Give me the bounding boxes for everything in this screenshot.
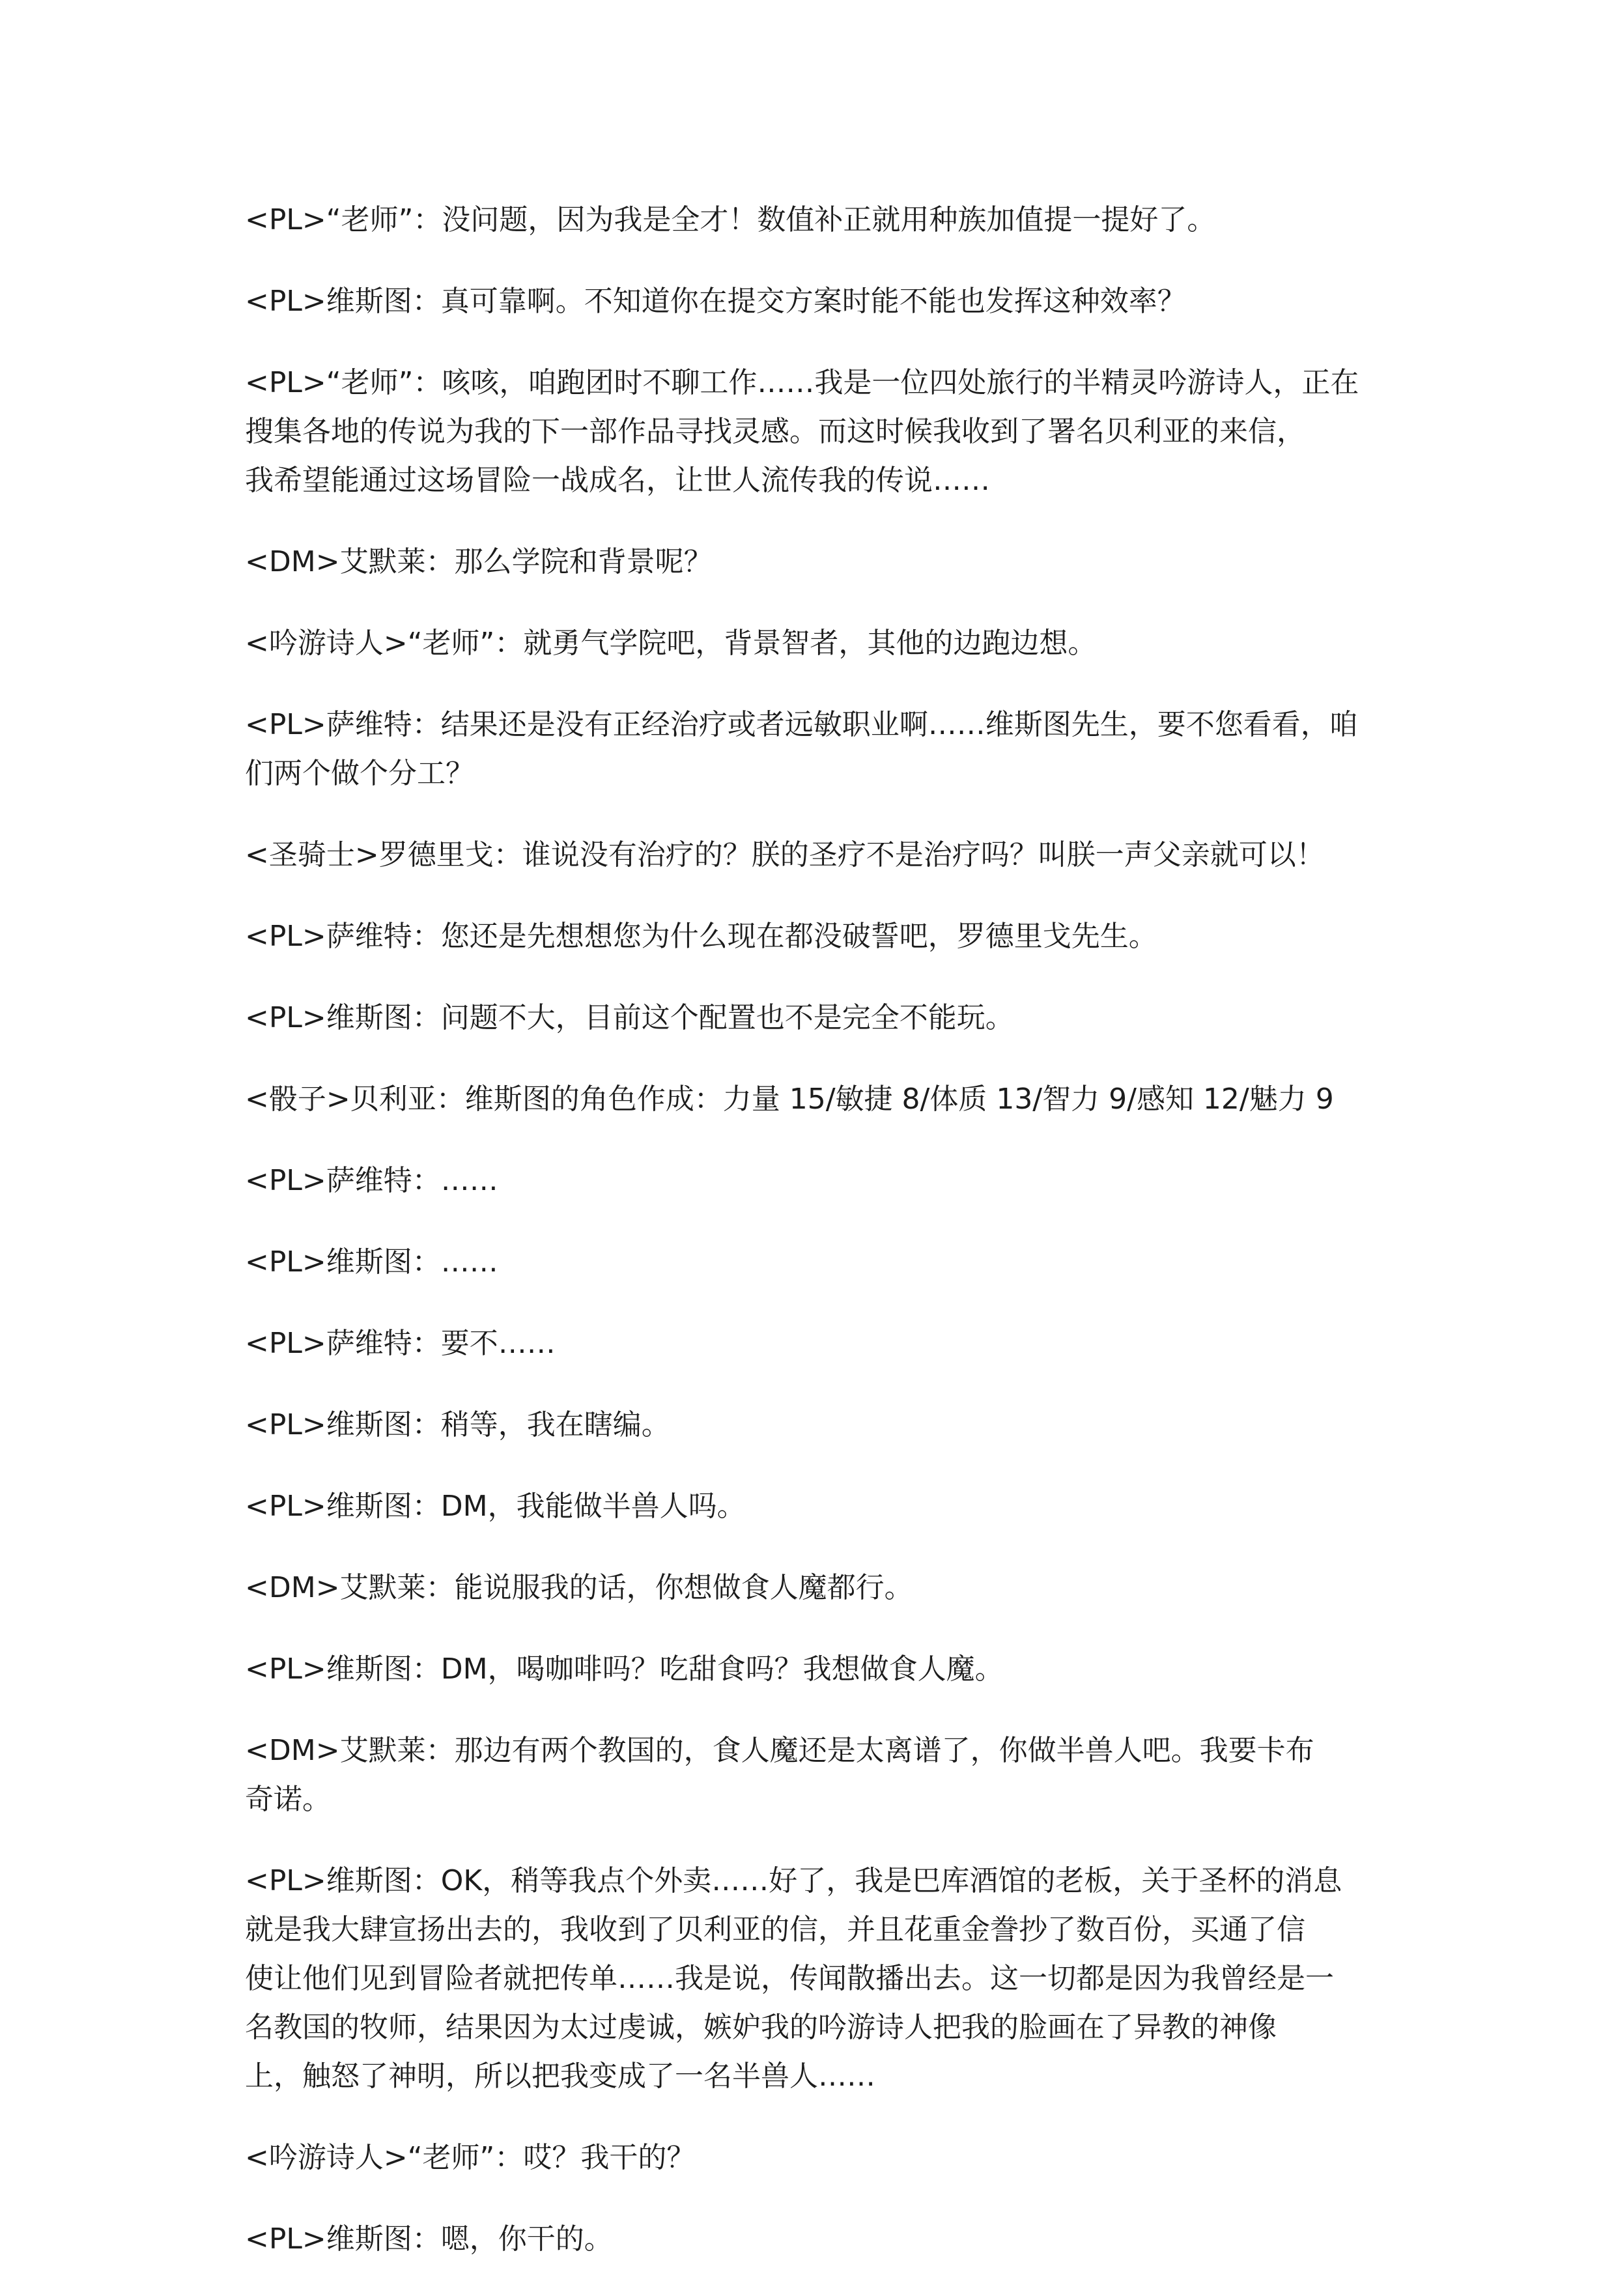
paragraph: <DM>艾默莱：那边有两个教国的，食人魔还是太离谱了，你做半兽人吧。我要卡布 奇诺。 xyxy=(245,1734,1314,1816)
paragraph: <PL>维斯图：问题不大，目前这个配置也不是完全不能玩。 xyxy=(245,1001,1014,1034)
paragraph: <PL>维斯图：…… xyxy=(245,1245,498,1279)
paragraph: <PL>维斯图：真可靠啊。不知道你在提交方案时能不能也发挥这种效率？ xyxy=(245,285,1186,318)
paragraph: <PL>萨维特：要不…… xyxy=(245,1327,556,1360)
paragraph: <PL>“老师”：咳咳，咱跑团时不聊工作……我是一位四处旅行的半精灵吟游诗人，正在 搜集各地的传说为我的下一部作品寻找灵感。而这时候我收到了署名贝利亚的来信， 我希望能通过这场冒险一战成名，让世人流传我的传说…… xyxy=(245,366,1359,497)
paragraph: <圣骑士>罗德里戈：谁说没有治疗的？朕的圣疗不是治疗吗？叫朕一声父亲就可以！ xyxy=(245,838,1325,872)
paragraph: <吟游诗人>“老师”：就勇气学院吧，背景智者，其他的边跑边想。 xyxy=(245,627,1097,660)
paragraph: <PL>萨维特：…… xyxy=(245,1164,498,1197)
paragraph: <PL>“老师”：没问题，因为我是全才！数值补正就用种族加值提一提好了。 xyxy=(245,203,1216,236)
paragraph: <吟游诗人>“老师”：哎？我干的？ xyxy=(245,2141,696,2174)
paragraph: <DM>艾默莱：那么学院和背景呢？ xyxy=(245,545,713,578)
paragraph: <骰子>贝利亚：维斯图的角色作成：力量 15/敏捷 8/体质 13/智力 9/感知 12/魅力 9 xyxy=(245,1083,1334,1116)
paragraph: <PL>萨维特：结果还是没有正经治疗或者远敏职业啊……维斯图先生，要不您看看，咱 们两个做个分工？ xyxy=(245,708,1358,790)
paragraph: <PL>维斯图：稍等，我在瞎编。 xyxy=(245,1408,670,1441)
paragraph: <PL>维斯图：嗯，你干的。 xyxy=(245,2222,613,2256)
paragraph: <PL>维斯图：OK，稍等我点个外卖……好了，我是巴库酒馆的老板，关于圣杯的消息 就是我大肆宣扬出去的，我收到了贝利亚的信，并且花重金誊抄了数百份，买通了信 使让他们见到冒险者就把传单……我是说，传闻散播出去。这一切都是因为我曾经是一 名教国的牧师，结果因为太过虔诚，嫉妒我的吟游诗人把我的脸画在了异教的神像 上，触怒了神明，所以把我变成了一名半兽人…… xyxy=(245,1864,1342,2093)
document-body xyxy=(245,195,1398,2296)
paragraph: <DM>艾默莱：能说服我的话，你想做食人魔都行。 xyxy=(245,1571,913,1604)
paragraph: <PL>维斯图：DM，我能做半兽人吗。 xyxy=(245,1490,746,1523)
paragraph: <PL>萨维特：您还是先想想您为什么现在都没破誓吧，罗德里戈先生。 xyxy=(245,920,1157,953)
paragraph: <PL>维斯图：DM，喝咖啡吗？吃甜食吗？我想做食人魔。 xyxy=(245,1652,1004,1686)
